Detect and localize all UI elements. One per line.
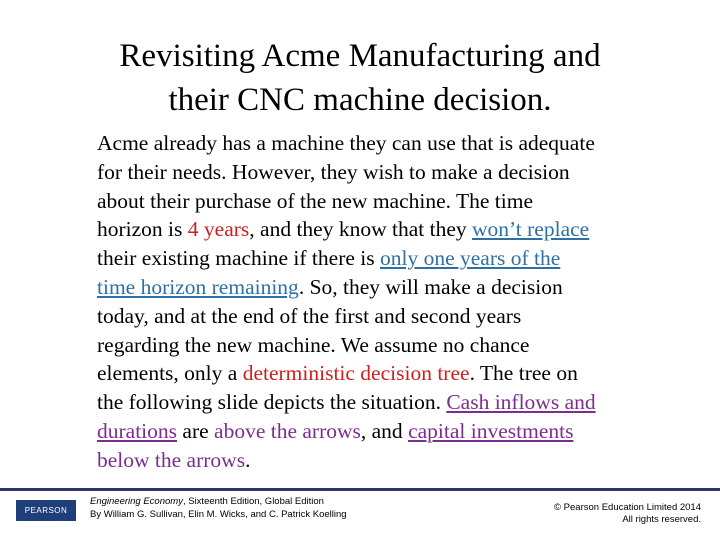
body-text-segment: . — [245, 447, 251, 472]
highlight-deterministic-tree: deterministic decision tree — [242, 361, 470, 386]
copyright-text: © Pearson Education Limited 2014 — [554, 502, 701, 513]
footer-copyright — [554, 502, 701, 526]
body-line: about their purchase of the new machine. The time — [97, 188, 534, 213]
body-line — [97, 215, 677, 244]
book-title: Engineering Economy — [90, 496, 183, 507]
book-edition: , Sixteenth Edition, Global Edition — [182, 496, 324, 507]
body-line: regarding the new machine. We assume no chance — [97, 332, 530, 357]
emphasis-wont-replace: won’t replace — [472, 217, 590, 242]
body-line — [97, 417, 677, 446]
body-line — [97, 273, 677, 302]
body-text-segment: . The tree on — [469, 361, 578, 386]
title-line-2: their CNC machine decision. — [168, 82, 552, 118]
emphasis-horizon-remaining: time horizon remaining — [97, 274, 299, 299]
body-text-segment: elements, only a — [97, 361, 243, 386]
body-line — [97, 446, 677, 475]
footer-citation — [90, 495, 347, 521]
body-line — [97, 244, 677, 273]
body-text-segment: their existing machine if there is — [97, 246, 380, 271]
emphasis-capital-investments: capital investments — [408, 418, 574, 443]
body-text-segment: the following slide depicts the situation. — [97, 390, 447, 415]
logo-text: PEARSON — [24, 506, 68, 515]
pearson-logo — [16, 500, 76, 521]
body-text-segment: , and — [360, 418, 409, 443]
slide-title — [60, 34, 660, 122]
body-line: for their needs. However, they wish to make a decision — [97, 159, 570, 184]
body-line: Acme already has a machine they can use that is adequate — [97, 131, 595, 155]
body-text-segment: horizon is — [97, 217, 188, 242]
emphasis-above-arrows: above the arrows — [214, 418, 361, 443]
body-line: today, and at the end of the first and second years — [97, 303, 522, 328]
emphasis-one-year: only one years of the — [380, 246, 561, 271]
body-line — [97, 388, 677, 417]
citation-authors: By William G. Sullivan, Elin M. Wicks, and C. Patrick Koelling — [90, 509, 347, 520]
body-text-segment: , and they know that they — [249, 217, 472, 242]
highlight-4-years: 4 years — [187, 217, 250, 242]
citation-line-1 — [90, 495, 347, 508]
body-paragraph — [97, 129, 677, 475]
emphasis-below-arrows: below the arrows — [97, 447, 246, 472]
body-text-segment: . So, they will make a decision — [298, 274, 563, 299]
footer-divider — [0, 488, 720, 491]
rights-text: All rights reserved. — [622, 514, 701, 525]
body-text-segment: are — [177, 418, 215, 443]
body-line — [97, 359, 677, 388]
title-line-1: Revisiting Acme Manufacturing and — [119, 38, 601, 74]
emphasis-durations: durations — [97, 418, 178, 443]
emphasis-cash-inflows: Cash inflows and — [446, 390, 596, 415]
